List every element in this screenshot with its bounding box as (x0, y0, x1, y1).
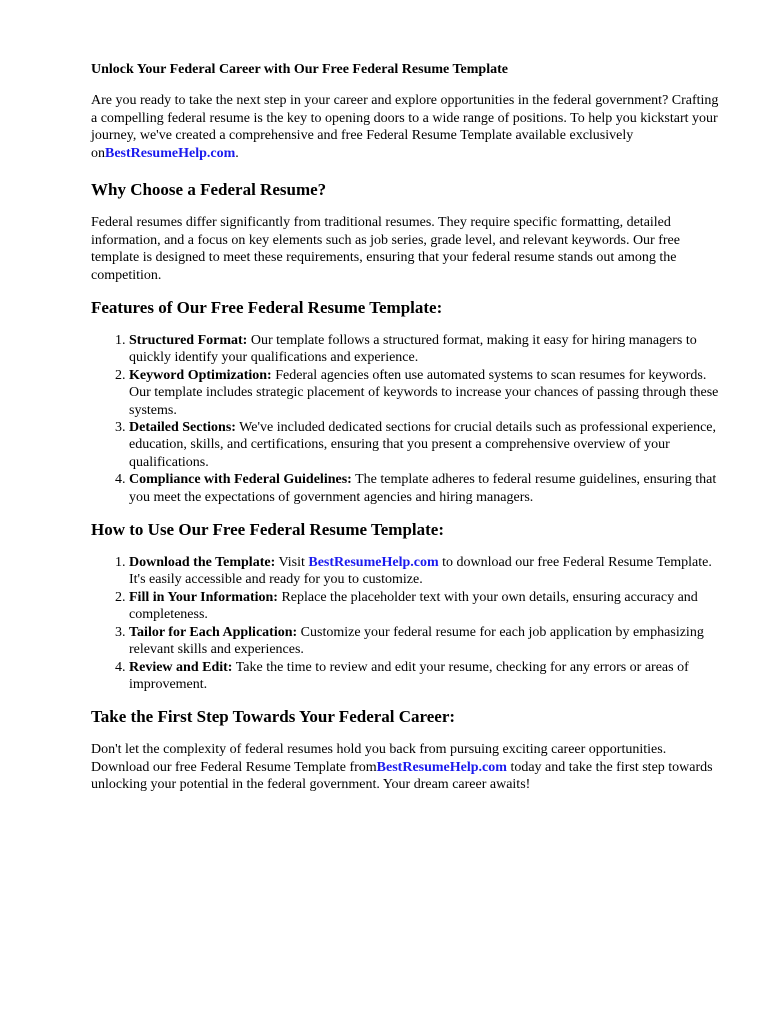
page-title: Unlock Your Federal Career with Our Free Federal Resume Template (91, 62, 508, 77)
why-heading: Why Choose a Federal Resume? (91, 180, 327, 199)
features-heading: Features of Our Free Federal Resume Template: (91, 298, 443, 317)
list-item (129, 659, 721, 694)
list-item (129, 367, 721, 419)
howto-label: Tailor for Each Application: (129, 624, 298, 640)
feature-text: We've included dedicated sections for crucial details such as professional experience, education, skills, and certifications, ensuring that you present a comprehensive overview of your qualifications. (129, 420, 716, 470)
howto-text: Take the time to review and edit your resume, checking for any errors or areas of improvement. (129, 659, 689, 692)
howto-text-post: to download our free Federal Resume Template. It's easily accessible and ready for you to customize. (129, 555, 712, 588)
list-item (129, 332, 721, 367)
howto-link[interactable]: BestResumeHelp.com (308, 555, 439, 571)
cta-text-post: today and take the first step towards unlocking your potential in the federal government. Your dream career awaits! (91, 759, 713, 793)
feature-text: Federal agencies often use automated systems to scan resumes for keywords. Our template includes strategic placement of keywords to increase your chances of passing through these systems. (129, 367, 719, 418)
howto-label: Download the Template: (129, 555, 276, 571)
howto-text: Customize your federal resume for each job application by emphasizing relevant skills and experiences. (129, 624, 704, 658)
list-item (129, 589, 721, 624)
intro-suffix: . (235, 145, 239, 161)
features-list (91, 332, 721, 506)
document-page (91, 60, 721, 794)
why-paragraph: Federal resumes differ significantly from traditional resumes. They require specific formatting, detailed information, and a focus on key elements such as job series, grade level, and relevant keywords. Our free template is designed to meet these requirements, ensuring that your federal resume stands out among the competition. (91, 215, 680, 283)
howto-text-pre: Visit (275, 555, 309, 571)
feature-label: Compliance with Federal Guidelines: (129, 472, 352, 488)
howto-heading: How to Use Our Free Federal Resume Template: (91, 520, 444, 540)
feature-label: Detailed Sections: (129, 420, 236, 436)
howto-text: Replace the placeholder text with your own details, ensuring accuracy and completeness. (129, 589, 698, 623)
list-item (129, 471, 721, 506)
list-item (129, 554, 721, 589)
cta-heading: Take the First Step Towards Your Federal Career: (91, 707, 456, 727)
cta-paragraph (91, 741, 721, 794)
feature-label: Keyword Optimization: (129, 367, 272, 383)
cta-text-pre: Don't let the complexity of federal resumes hold you back from pursuing exciting career opportunities. Download our free Federal Resume Template from (91, 742, 667, 775)
feature-label: Structured Format: (129, 333, 248, 348)
cta-link[interactable]: BestResumeHelp.com (376, 759, 507, 775)
howto-label: Review and Edit: (129, 659, 233, 675)
feature-text: The template adheres to federal resume guidelines, ensuring that you meet the expectations of government agencies and hiring managers. (129, 472, 717, 505)
intro-paragraph (91, 92, 721, 162)
list-item (129, 419, 721, 471)
intro-text: Are you ready to take the next step in your career and explore opportunities in the federal government? Crafting a compelling federal resume is the key to opening doors to a wide range of positions. To help you kickstart your journey, we've created a comprehensive and free Federal Resume Template available exclusively on (91, 93, 719, 161)
feature-text: Our template follows a structured format, making it easy for hiring managers to quickly identify your qualifications and experience. (129, 333, 697, 366)
list-item (129, 624, 721, 659)
intro-link[interactable]: BestResumeHelp.com (105, 145, 236, 161)
howto-label: Fill in Your Information: (129, 589, 278, 605)
howto-list (91, 554, 721, 693)
